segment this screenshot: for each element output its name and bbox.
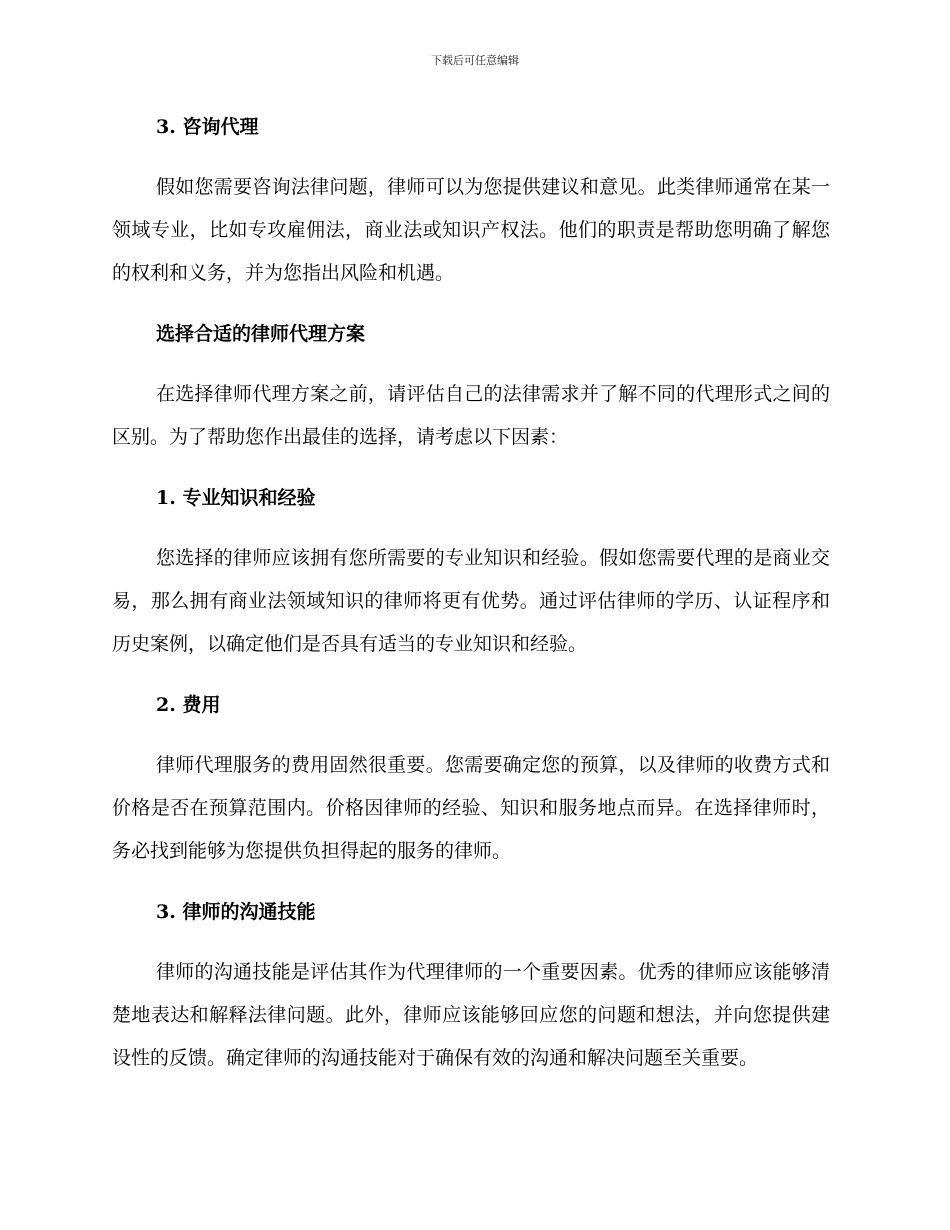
section-heading: 3. 律师的沟通技能 — [156, 901, 316, 923]
section-heading: 3. 咨询代理 — [156, 116, 259, 138]
section-paragraph: 律师代理服务的费用固然很重要。您需要确定您的预算，以及律师的收费方式和价格是否在预算范围内。价格因律师的经验、知识和服务地点而异。在选择律师时，务必找到能够为您提供负担得起的服务的律师。 — [112, 754, 830, 862]
section-paragraph: 律师的沟通技能是评估其作为代理律师的一个重要因素。优秀的律师应该能够清楚地表达和解释法律问题。此外，律师应该能够回应您的问题和想法，并向您提供建设性的反馈。确定律师的沟通技能对于确保有效的沟通和解决问题至关重要。 — [112, 961, 830, 1069]
section-paragraph: 您选择的律师应该拥有您所需要的专业知识和经验。假如您需要代理的是商业交易，那么拥有商业法领域知识的律师将更有优势。通过评估律师的学历、认证程序和历史案例，以确定他们是否具有适当的专业知识和经验。 — [112, 547, 830, 655]
section-fees — [112, 686, 830, 873]
section-heading: 选择合适的律师代理方案 — [156, 323, 366, 345]
section-communication — [112, 893, 830, 1080]
section-heading: 1. 专业知识和经验 — [156, 487, 316, 509]
section-expertise — [112, 479, 830, 666]
section-paragraph: 在选择律师代理方案之前，请评估自己的法律需求并了解不同的代理形式之间的区别。为了帮助您作出最佳的选择，请考虑以下因素： — [112, 383, 830, 448]
section-choose-plan — [112, 315, 830, 459]
section-consulting-agent — [112, 108, 830, 295]
section-heading: 2. 费用 — [156, 694, 221, 716]
page-header: 下载后可任意编辑 — [431, 54, 519, 67]
document-body — [112, 108, 830, 1100]
section-paragraph: 假如您需要咨询法律问题，律师可以为您提供建议和意见。此类律师通常在某一领域专业，比如专攻雇佣法，商业法或知识产权法。他们的职责是帮助您明确了解您的权利和义务，并为您指出风险和机遇。 — [112, 176, 830, 284]
